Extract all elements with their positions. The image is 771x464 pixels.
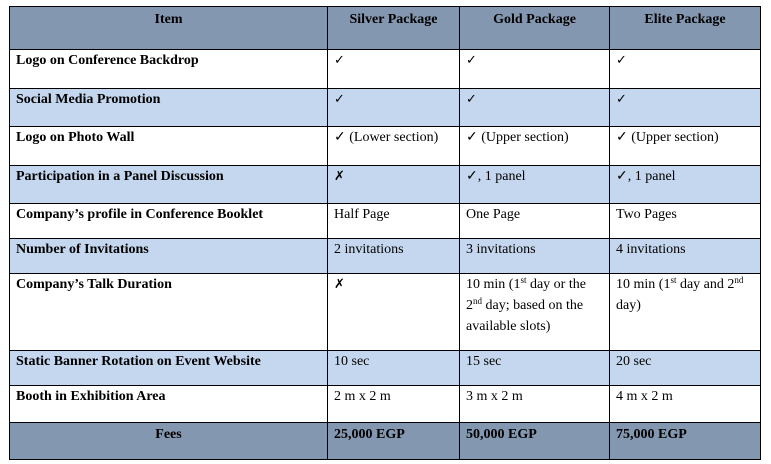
check-mark: ✓ (616, 92, 627, 107)
silver-cell (328, 89, 460, 127)
table-header-row (10, 7, 761, 50)
silver-cell: ✓ (Lower section) (328, 127, 460, 166)
gold-cell (460, 50, 610, 89)
check-mark: ✓ (466, 53, 477, 68)
table-row (10, 204, 761, 239)
elite-cell (610, 274, 761, 351)
elite-fee: 75,000 EGP (610, 423, 761, 460)
elite-cell: ✓ (Upper section) (610, 127, 761, 166)
elite-cell: 4 invitations (610, 239, 761, 274)
silver-fee: 25,000 EGP (328, 423, 460, 460)
feature-label: Booth in Exhibition Area (10, 386, 328, 423)
gold-cell: 15 sec (460, 351, 610, 386)
fees-label: Fees (10, 423, 328, 460)
feature-label: Company’s profile in Conference Booklet (10, 204, 328, 239)
elite-cell (610, 89, 761, 127)
feature-label: Static Banner Rotation on Event Website (10, 351, 328, 386)
ordinal-suffix: nd (734, 275, 744, 285)
fees-row (10, 423, 761, 460)
cross-mark: ✗ (334, 277, 345, 292)
table-row (10, 89, 761, 127)
table-row (10, 239, 761, 274)
elite-cell: 4 m x 2 m (610, 386, 761, 423)
silver-cell (328, 50, 460, 89)
talk-duration-text: 10 min (1 (616, 277, 671, 292)
gold-fee: 50,000 EGP (460, 423, 610, 460)
ordinal-suffix: st (670, 275, 677, 285)
header-item: Item (10, 7, 328, 50)
silver-cell (328, 166, 460, 204)
table-row (10, 166, 761, 204)
gold-cell: 3 m x 2 m (460, 386, 610, 423)
talk-duration-text: day or the 2 (466, 277, 586, 313)
gold-cell (460, 89, 610, 127)
ordinal-suffix: nd (473, 296, 482, 306)
gold-cell: One Page (460, 204, 610, 239)
table-row (10, 127, 761, 166)
talk-duration-text: day) (616, 298, 641, 313)
table-row (10, 351, 761, 386)
feature-label: Number of Invitations (10, 239, 328, 274)
gold-cell (460, 274, 610, 351)
check-mark: ✓ (334, 92, 345, 107)
elite-cell: 20 sec (610, 351, 761, 386)
silver-cell (328, 274, 460, 351)
check-mark: ✓ (466, 92, 477, 107)
gold-cell: ✓ (Upper section) (460, 127, 610, 166)
silver-cell: Half Page (328, 204, 460, 239)
silver-cell: 2 m x 2 m (328, 386, 460, 423)
feature-label: Logo on Conference Backdrop (10, 50, 328, 89)
header-elite-package: Elite Package (610, 7, 761, 50)
table-row (10, 274, 761, 351)
elite-cell: ✓, 1 panel (610, 166, 761, 204)
check-mark: ✓ (616, 53, 627, 68)
feature-label: Company’s Talk Duration (10, 274, 328, 351)
cross-mark: ✗ (334, 169, 345, 184)
gold-cell: 3 invitations (460, 239, 610, 274)
header-silver-package: Silver Package (328, 7, 460, 50)
elite-cell: Two Pages (610, 204, 761, 239)
feature-label: Logo on Photo Wall (10, 127, 328, 166)
talk-duration-text: day; based on the available slots) (466, 298, 584, 334)
header-gold-package: Gold Package (460, 7, 610, 50)
gold-cell: ✓, 1 panel (460, 166, 610, 204)
silver-cell: 10 sec (328, 351, 460, 386)
talk-duration-text: day and 2 (676, 277, 735, 292)
table-row (10, 386, 761, 423)
ordinal-suffix: st (520, 275, 527, 285)
feature-label: Participation in a Panel Discussion (10, 166, 328, 204)
feature-label: Social Media Promotion (10, 89, 328, 127)
silver-cell: 2 invitations (328, 239, 460, 274)
table-row (10, 50, 761, 89)
elite-cell (610, 50, 761, 89)
sponsorship-packages-table (9, 6, 761, 460)
talk-duration-text: 10 min (1 (466, 277, 521, 292)
check-mark: ✓ (334, 53, 345, 68)
